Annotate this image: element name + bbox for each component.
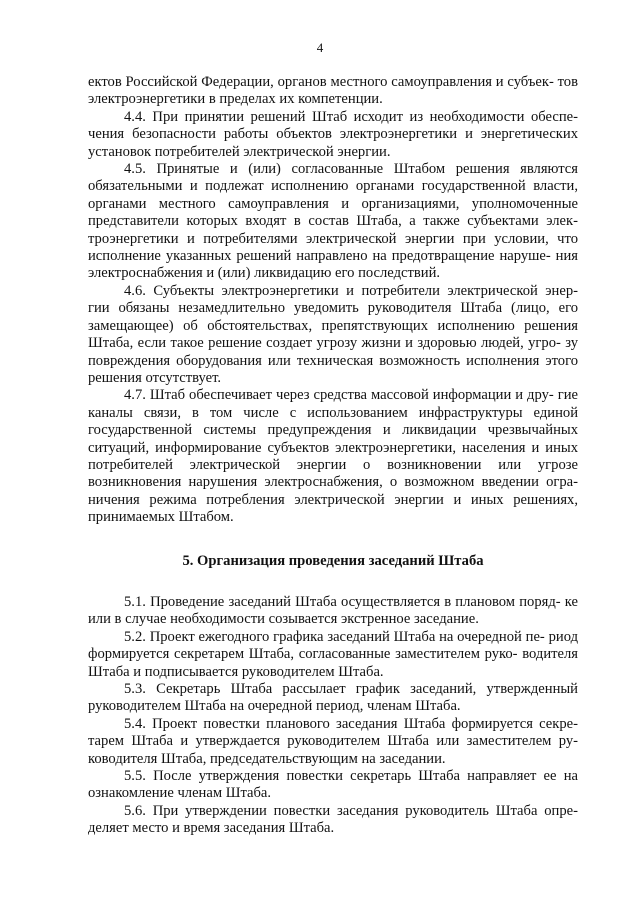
- paragraph-5-3: 5.3. Секретарь Штаба рассылает график заседаний, утвержденный руководителем Штаба на очередной период, членам Штаба.: [88, 681, 578, 715]
- paragraph-4-5: 4.5. Принятые и (или) согласованные Штабом решения являются обязательными и подлежат исполнению органами государственной власти, органами местного самоуправления и организациями, уполномоченные представители которых входят в состав Штаба, а также субъектами элек- троэнергетики и потребителями электрической энергии при условии, что исполнение указанных решений направлено на предотвращение наруше- ния электроснабжения и (или) ликвидацию его последствий.: [88, 161, 578, 282]
- section-title: 5. Организация проведения заседаний Штаба: [182, 552, 484, 569]
- paragraph-continuation: ектов Российской Федерации, органов местного самоуправления и субъек- тов электроэнергетики в пределах их компетенции.: [88, 74, 578, 108]
- paragraph-4-6: 4.6. Субъекты электроэнергетики и потребители электрической энер- гии обязаны незамедлительно уведомить руководителя Штаба (лицо, его замещающее) об обстоятельствах, препятствующих исполнению решения Штаба, если такое решение создает угрозу жизни и здоровью людей, угро- зу повреждения оборудования или техническая возможность исполнения этого решения отсутствует.: [88, 282, 578, 386]
- paragraph-5-4: 5.4. Проект повестки планового заседания Штаба формируется секре- тарем Штаба и утверждается руководителем Штаба или заместителем ру- ководителя Штаба, председательствующим на заседании.: [88, 715, 578, 767]
- paragraph-4-4: 4.4. При принятии решений Штаб исходит из необходимости обеспе- чения безопасности работы объектов электроэнергетики и энергетических установок потребителей электрической энергии.: [88, 108, 578, 160]
- document-body: [88, 74, 578, 838]
- page-number: 4: [316, 40, 324, 55]
- paragraph-5-5: 5.5. После утверждения повестки секретарь Штаба направляет ее на ознакомление членам Штаба.: [88, 768, 578, 802]
- paragraph-5-6: 5.6. При утверждении повестки заседания руководитель Штаба опре- деляет место и время заседания Штаба.: [88, 802, 578, 837]
- paragraph-5-2: 5.2. Проект ежегодного графика заседаний Штаба на очередной пе- риод формируется секретарем Штаба, согласованные заместителем руко- водителя Штаба и подписывается руководителем Штаба.: [88, 628, 578, 680]
- paragraph-5-1: 5.1. Проведение заседаний Штаба осуществляется в плановом поряд- ке или в случае необходимости созывается экстренное заседание.: [88, 593, 578, 628]
- paragraph-4-7: 4.7. Штаб обеспечивает через средства массовой информации и дру- гие каналы связи, в том числе с использованием инфраструктуры единой государственной системы предупреждения и ликвидации чрезвычайных ситуаций, информирование субъектов электроэнергетики, населения и иных потребителей электрической энергии о возникновении или угрозе возникновения нарушения электроснабжения, о возможном введении огра- ничения режима потребления электрической энергии и иных решениях, принимаемых Штабом.: [88, 387, 578, 526]
